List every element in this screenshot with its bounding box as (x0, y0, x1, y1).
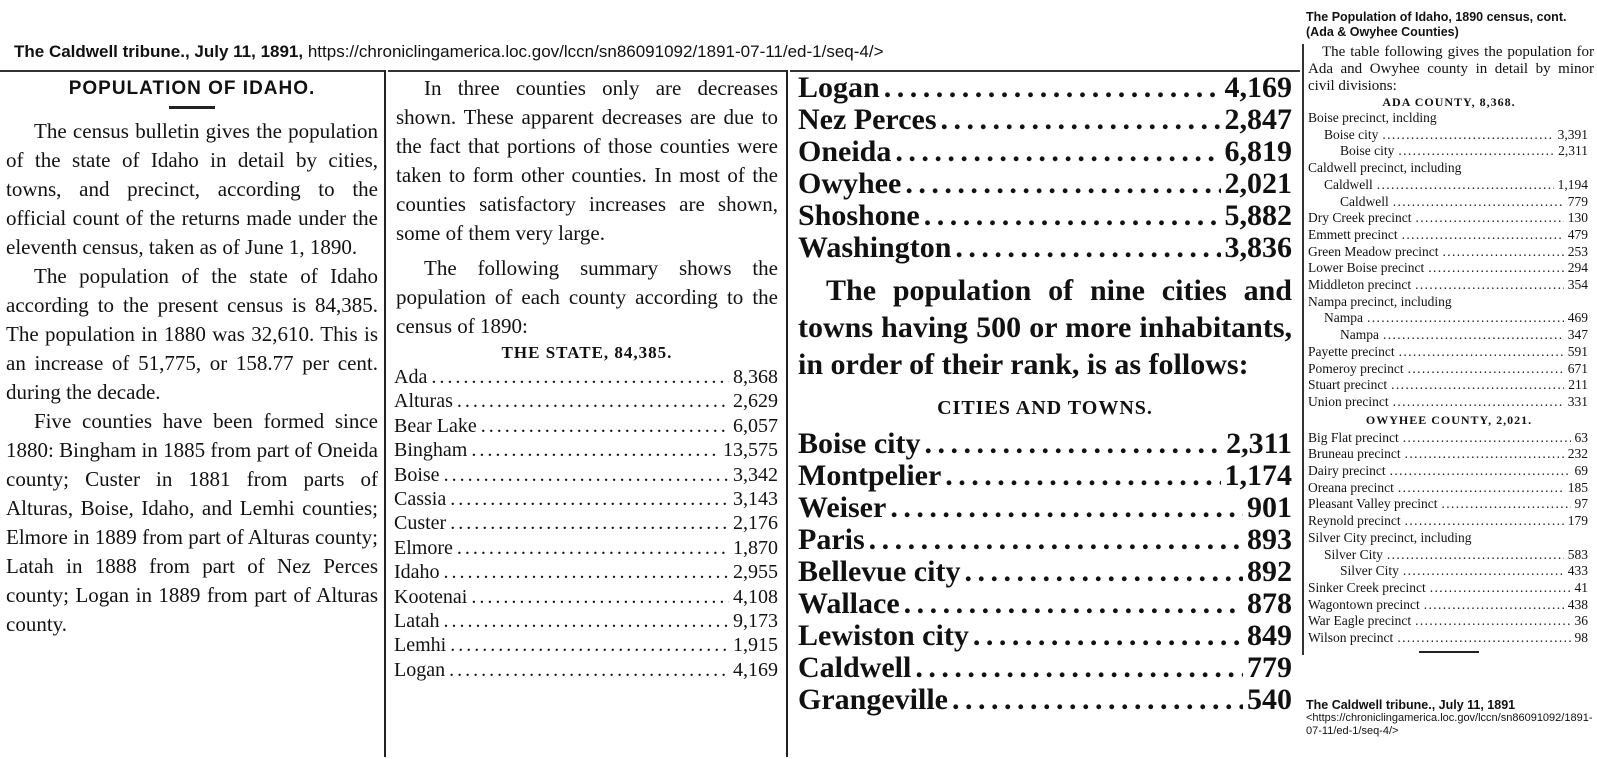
leader-dots (1415, 277, 1564, 294)
owyhee-county-heading: OWYHEE COUNTY, 2,021. (1365, 412, 1533, 427)
citation-title: The Caldwell tribune., July 11, 1891 (1306, 698, 1516, 712)
precinct-row (1308, 613, 1588, 630)
county-name: Washington (798, 232, 952, 264)
leader-dots (1403, 430, 1571, 447)
precinct-row (1308, 496, 1588, 513)
precinct-label: Nampa precinct, including (1308, 293, 1452, 309)
county-name: Boise (394, 463, 440, 486)
newspaper-title: The Caldwell tribune., July 11, 1891, (14, 42, 304, 61)
county-population: 6,057 (733, 414, 778, 437)
precinct-population: 469 (1567, 310, 1588, 326)
precinct-name: Pleasant Valley precinct (1308, 496, 1438, 512)
leader-dots (1399, 344, 1564, 361)
city-row (798, 460, 1292, 492)
city-name: Montpelier (798, 460, 942, 492)
city-population: 893 (1247, 524, 1292, 556)
leader-dots (431, 365, 729, 389)
precinct-row (1308, 597, 1588, 614)
column-2 (388, 70, 786, 759)
city-population: 540 (1247, 684, 1292, 716)
city-row (798, 428, 1292, 460)
precinct-row (1308, 630, 1588, 647)
county-population: 5,882 (1224, 200, 1292, 232)
precinct-row (1308, 361, 1588, 378)
precinct-name: Lower Boise precinct (1308, 260, 1425, 276)
county-row (394, 389, 778, 413)
leader-dots (895, 136, 1220, 168)
leader-dots (945, 460, 1220, 492)
city-population: 2,311 (1226, 428, 1292, 460)
citation-header (14, 42, 884, 62)
precinct-population: 671 (1567, 360, 1588, 376)
county-name: Kootenai (394, 585, 468, 608)
county-name: Shoshone (798, 200, 920, 232)
precinct-name: Caldwell (1324, 176, 1373, 192)
city-population: 779 (1247, 652, 1292, 684)
leader-dots (973, 620, 1243, 652)
precinct-name: Green Meadow precinct (1308, 243, 1439, 259)
leader-dots (955, 232, 1220, 264)
precinct-population: 433 (1567, 563, 1588, 579)
county-population: 9,173 (733, 610, 778, 633)
precinct-name: Stuart precinct (1308, 377, 1388, 393)
leader-dots (1403, 563, 1564, 580)
precinct-row (1308, 127, 1588, 144)
leader-dots (457, 536, 729, 560)
citation-url: <https://chroniclingamerica.loc.gov/lccn/sn86091092/1891-07-11/ed-1/seq-4/> (1306, 712, 1593, 737)
leader-dots (1441, 496, 1570, 513)
city-population: 901 (1247, 492, 1292, 524)
county-population: 2,955 (733, 561, 778, 584)
city-population: 849 (1247, 620, 1292, 652)
leader-dots (1430, 580, 1571, 597)
city-row (798, 556, 1292, 588)
precinct-label: Silver City precinct, including (1308, 529, 1472, 545)
county-name: Logan (394, 658, 446, 681)
county-population: 4,108 (733, 585, 778, 608)
county-name: Bear Lake (394, 414, 477, 437)
county-name: Custer (394, 512, 447, 535)
precinct-label: Boise precinct, inclding (1308, 110, 1437, 125)
precinct-row (1308, 513, 1588, 530)
leader-dots (450, 633, 729, 657)
county-row (394, 487, 778, 511)
precinct-row (1308, 377, 1588, 394)
county-row (394, 463, 778, 487)
precinct-row (1308, 430, 1588, 447)
precinct-name: Silver City (1340, 563, 1399, 579)
precinct-population: 179 (1567, 513, 1588, 529)
cities-intro-paragraph: The population of nine cities and towns having 500 or more inhabitants, in order of their rank, is as follows: (798, 274, 1292, 381)
county-row (798, 168, 1292, 200)
leader-dots (1397, 630, 1570, 647)
county-row (394, 414, 778, 438)
city-population: 878 (1247, 588, 1292, 620)
paragraph: In three counties only are decreases shown. These apparent decreases are due to the fact that portions of those counties were taken to form other counties. In most of the counties satisfactory increases are shown, some of them very large. (396, 76, 778, 245)
precinct-population: 438 (1567, 596, 1588, 612)
precinct-name: Wilson precinct (1308, 630, 1394, 646)
precinct-row (1308, 394, 1588, 411)
county-population: 4,169 (733, 658, 778, 681)
precinct-name: Wagontown precinct (1308, 596, 1420, 612)
precinct-population: 294 (1567, 260, 1588, 276)
leader-dots (1428, 260, 1564, 277)
column-divider (384, 70, 386, 757)
precinct-row (1308, 210, 1588, 227)
leader-dots (952, 684, 1243, 716)
precinct-name: Dairy precinct (1308, 463, 1386, 479)
county-population: 6,819 (1224, 136, 1292, 168)
leader-dots (890, 492, 1243, 524)
precinct-population: 69 (1574, 463, 1588, 479)
precinct-row (1308, 547, 1588, 564)
precinct-population: 347 (1567, 327, 1588, 343)
leader-dots (869, 524, 1243, 556)
precinct-population: 41 (1574, 579, 1588, 595)
leader-dots (471, 438, 719, 462)
precinct-population: 331 (1567, 393, 1588, 409)
precinct-row (1308, 344, 1588, 361)
leader-dots (924, 200, 1221, 232)
city-name: Caldwell (798, 652, 912, 684)
county-name: Logan (798, 72, 880, 104)
precinct-row (1308, 310, 1588, 327)
paragraph: Five counties have been formed since 1880: Bingham in 1885 from part of Oneida county; Custer in 1881 from parts of Alturas, Boise, Idaho, and Lemhi counties; Elmore in 1889 from part of Alturas county; Latah in 1888 from part of Nez Perces county; Logan in 1889 from part of Alturas county. (6, 409, 378, 636)
precinct-name: Nampa (1340, 327, 1379, 343)
county-population: 3,342 (733, 463, 778, 486)
precinct-name: Boise city (1324, 126, 1379, 142)
county-name: Ada (394, 366, 428, 388)
precinct-population: 97 (1574, 496, 1588, 512)
leader-dots (1390, 463, 1571, 480)
precinct-population: 130 (1567, 210, 1588, 226)
precinct-name: War Eagle precinct (1308, 613, 1412, 629)
leader-dots (1393, 394, 1564, 411)
city-name: Weiser (798, 492, 887, 524)
clipping-body (1302, 44, 1594, 655)
clipping-title: The Population of Idaho, 1890 census, cont. (Ada & Owyhee Counties) (1306, 10, 1567, 39)
precinct-name: Sinker Creek precinct (1308, 579, 1426, 595)
end-rule (1419, 651, 1479, 653)
paragraph: The census bulletin gives the population of the state of Idaho in detail by cities, towns, and precinct, according to the official count of the returns made under the eleventh census, taken as of June 1, 1890. (6, 119, 378, 259)
leader-dots (1405, 446, 1564, 463)
county-name: Lemhi (394, 634, 447, 657)
county-row (798, 232, 1292, 264)
ada-county-heading: ADA COUNTY, 8,368. (1382, 95, 1516, 109)
city-name: Paris (798, 524, 865, 556)
city-row (798, 524, 1292, 556)
city-name: Lewiston city (798, 620, 969, 652)
precinct-row (1308, 260, 1588, 277)
precinct-name: Dry Creek precinct (1308, 210, 1412, 226)
leader-dots (1405, 513, 1564, 530)
leader-dots (471, 585, 729, 609)
leader-dots (924, 428, 1222, 460)
precinct-population: 3,391 (1557, 126, 1588, 142)
leader-dots (964, 556, 1243, 588)
leader-dots (941, 104, 1221, 136)
clipping-citation (1306, 698, 1591, 738)
precinct-name: Bruneau precinct (1308, 446, 1401, 462)
precinct-row (1308, 327, 1588, 344)
leader-dots (457, 389, 729, 413)
county-population: 2,847 (1224, 104, 1292, 136)
precinct-row (1308, 446, 1588, 463)
county-row (394, 438, 778, 462)
precinct-name: Caldwell (1340, 193, 1389, 209)
county-population: 1,870 (733, 536, 778, 559)
county-population: 2,021 (1224, 168, 1292, 200)
precinct-name: Payette precinct (1308, 343, 1395, 359)
article-title: POPULATION OF IDAHO. (68, 78, 316, 99)
county-name: Bingham (394, 439, 468, 462)
county-row (394, 658, 778, 682)
city-name: Bellevue city (798, 556, 961, 588)
county-row (394, 633, 778, 657)
title-rule (169, 106, 215, 109)
precinct-row (1308, 244, 1588, 261)
county-name: Cassia (394, 488, 447, 511)
precinct-label: Caldwell precinct, including (1308, 160, 1462, 176)
precinct-population: 1,194 (1557, 176, 1588, 192)
leader-dots (1442, 244, 1563, 261)
county-name: Nez Perces (798, 104, 937, 136)
column-1 (0, 70, 384, 759)
precinct-population: 2,311 (1558, 143, 1588, 159)
leader-dots (1398, 480, 1564, 497)
precinct-population: 36 (1574, 613, 1588, 629)
leader-dots (450, 511, 729, 535)
precinct-name: Emmett precinct (1308, 226, 1398, 242)
precinct-row (1308, 177, 1588, 194)
precinct-name: Oreana precinct (1308, 479, 1394, 495)
leader-dots (1415, 613, 1570, 630)
leader-dots (1402, 227, 1564, 244)
precinct-name: Nampa (1324, 310, 1363, 326)
precinct-population: 354 (1567, 277, 1588, 293)
county-name: Latah (394, 610, 440, 633)
city-population: 1,174 (1224, 460, 1292, 492)
precinct-population: 479 (1567, 226, 1588, 242)
county-row (798, 200, 1292, 232)
leader-dots (1367, 310, 1564, 327)
precinct-name: Silver City (1324, 546, 1383, 562)
county-population: 2,176 (733, 512, 778, 535)
column-4-clipping (1302, 0, 1597, 757)
city-row (798, 684, 1292, 716)
precinct-row (1308, 463, 1588, 480)
county-row (394, 585, 778, 609)
county-name: Elmore (394, 536, 453, 559)
leader-dots (915, 652, 1243, 684)
county-population: 13,575 (723, 439, 778, 462)
precinct-name: Boise city (1340, 143, 1395, 159)
leader-dots (444, 609, 729, 633)
leader-dots (444, 463, 729, 487)
precinct-row (1308, 194, 1588, 211)
citation-url: https://chroniclingamerica.loc.gov/lccn/sn86091092/1891-07-11/ed-1/seq-4/> (307, 42, 884, 61)
precinct-row (1308, 580, 1588, 597)
county-population: 3,836 (1224, 232, 1292, 264)
leader-dots (1382, 127, 1553, 144)
column-3 (790, 70, 1300, 759)
leader-dots (449, 658, 729, 682)
leader-dots (1424, 597, 1564, 614)
county-row (798, 104, 1292, 136)
precinct-population: 253 (1567, 243, 1588, 259)
precinct-name: Union precinct (1308, 393, 1389, 409)
column-divider (786, 70, 788, 757)
precinct-row (1308, 143, 1588, 160)
precinct-row (1308, 480, 1588, 497)
county-row (394, 560, 778, 584)
leader-dots (444, 560, 729, 584)
leader-dots (1398, 143, 1554, 160)
county-name: Alturas (394, 390, 453, 413)
state-total-heading: THE STATE, 84,385. (501, 343, 673, 362)
county-row (394, 609, 778, 633)
precinct-name: Pomeroy precinct (1308, 360, 1404, 376)
paragraph: The following summary shows the population of each county according to the census of 1890: (396, 256, 778, 338)
precinct-row (1308, 563, 1588, 580)
city-name: Boise city (798, 428, 921, 460)
city-row (798, 492, 1292, 524)
county-list-continued (790, 72, 1300, 264)
cities-heading: CITIES AND TOWNS. (937, 397, 1153, 419)
city-row (798, 588, 1292, 620)
county-population: 1,915 (733, 634, 778, 657)
county-list (388, 365, 786, 682)
leader-dots (1391, 377, 1564, 394)
city-name: Grangeville (798, 684, 948, 716)
precinct-population: 98 (1574, 630, 1588, 646)
precinct-row (1308, 227, 1588, 244)
precinct-population: 185 (1567, 479, 1588, 495)
leader-dots (1387, 547, 1564, 564)
county-population: 2,629 (733, 390, 778, 413)
precinct-row (1308, 277, 1588, 294)
county-row (394, 511, 778, 535)
leader-dots (884, 72, 1221, 104)
leader-dots (1377, 177, 1554, 194)
city-population: 892 (1247, 556, 1292, 588)
county-row (394, 365, 778, 389)
city-row (798, 652, 1292, 684)
county-row (798, 136, 1292, 168)
precinct-population: 591 (1567, 343, 1588, 359)
precinct-population: 583 (1567, 546, 1588, 562)
city-name: Wallace (798, 588, 900, 620)
leader-dots (1383, 327, 1564, 344)
county-population: 8,368 (733, 366, 778, 388)
precinct-name: Big Flat precinct (1308, 429, 1399, 445)
county-name: Oneida (798, 136, 892, 168)
leader-dots (1408, 361, 1564, 378)
precinct-name: Middleton precinct (1308, 277, 1412, 293)
county-name: Owyhee (798, 168, 902, 200)
precinct-population: 211 (1568, 377, 1588, 393)
county-row (394, 536, 778, 560)
paragraph: The table following gives the population for Ada and Owyhee county in detail by minor civil divisions: (1308, 44, 1594, 94)
county-name: Idaho (394, 561, 440, 584)
county-population: 3,143 (733, 488, 778, 511)
leader-dots (450, 487, 729, 511)
city-row (798, 620, 1292, 652)
leader-dots (1415, 210, 1563, 227)
county-population: 4,169 (1224, 72, 1292, 104)
precinct-population: 779 (1567, 193, 1588, 209)
city-list (790, 428, 1300, 716)
precinct-population: 232 (1567, 446, 1588, 462)
leader-dots (481, 414, 729, 438)
paragraph: The population of the state of Idaho according to the present census is 84,385. The population in 1880 was 32,610. This is an increase of 51,775, or 158.77 per cent. during the decade. (6, 264, 378, 404)
county-row (798, 72, 1292, 104)
leader-dots (904, 588, 1243, 620)
leader-dots (905, 168, 1220, 200)
precinct-name: Reynold precinct (1308, 513, 1401, 529)
leader-dots (1393, 194, 1564, 211)
precinct-population: 63 (1574, 429, 1588, 445)
